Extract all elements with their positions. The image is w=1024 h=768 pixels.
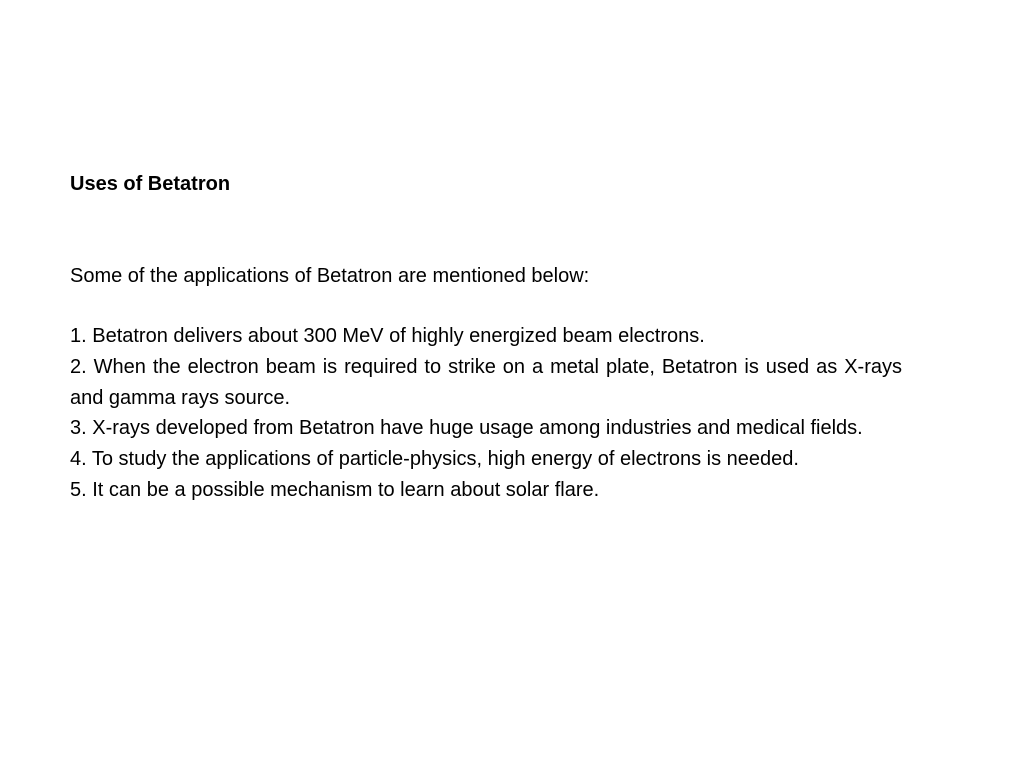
intro-text: Some of the applications of Betatron are mentioned below: — [70, 265, 590, 287]
applications-list — [70, 321, 902, 506]
list-item: 2. When the electron beam is required to strike on a metal plate, Betatron is used as X-rays and gamma rays source. — [70, 355, 902, 409]
list-item: 5. It can be a possible mechanism to learn about solar flare. — [70, 478, 600, 501]
list-item: 4. To study the applications of particle-physics, high energy of electrons is needed. — [70, 448, 799, 471]
slide-heading: Uses of Betatron — [70, 173, 231, 195]
list-item: 1. Betatron delivers about 300 MeV of highly energized beam electrons. — [70, 325, 705, 347]
list-item: 3. X-rays developed from Betatron have huge usage among industries and medical fields. — [70, 417, 863, 440]
